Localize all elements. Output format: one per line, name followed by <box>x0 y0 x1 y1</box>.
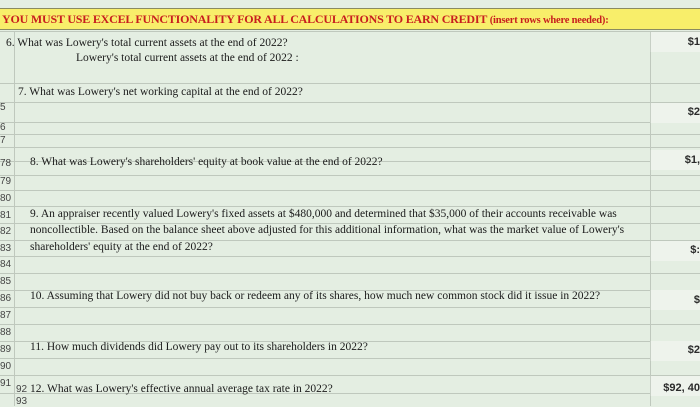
grid-line <box>0 83 700 84</box>
answer-8[interactable]: $1, <box>684 154 700 166</box>
row-number: 83 <box>0 243 12 254</box>
grid-line <box>0 190 700 191</box>
banner-main: YOU MUST USE EXCEL FUNCTIONALITY FOR ALL CALCULATIONS TO EARN CREDIT <box>2 12 487 26</box>
grid-line <box>0 307 700 308</box>
answer-12[interactable]: $92, 40 <box>663 382 700 394</box>
grid-line <box>0 102 700 103</box>
grid-line <box>0 375 700 376</box>
grid-line <box>0 134 700 135</box>
banner-text <box>2 12 609 27</box>
grid-line <box>0 206 700 207</box>
question-11: 11. How much dividends did Lowery pay out to its shareholders in 2022? <box>30 341 368 353</box>
row-number: 78 <box>0 158 12 169</box>
row-number: 85 <box>0 276 12 287</box>
row-number: 87 <box>0 310 12 321</box>
question-12: 12. What was Lowery's effective annual average tax rate in 2022? <box>30 383 333 395</box>
grid-line <box>0 358 700 359</box>
answer-6[interactable]: $1 <box>687 36 700 48</box>
grid-line <box>0 256 700 257</box>
row-number: 84 <box>0 259 12 270</box>
grid-line <box>0 175 700 176</box>
row-number: 92 <box>16 384 28 395</box>
grid-line <box>0 147 700 148</box>
question-9-line-1: 9. An appraiser recently valued Lowery's fixed assets at $480,000 and determined that $35,000 of their accounts receivable was <box>30 208 617 220</box>
row-number: 89 <box>0 344 12 355</box>
row-number: 5 <box>0 102 6 113</box>
question-8: 8. What was Lowery's shareholders' equity at book value at the end of 2022? <box>30 156 383 168</box>
answer-10[interactable]: $ <box>693 294 700 306</box>
instruction-banner <box>0 8 700 30</box>
column-divider <box>14 31 15 406</box>
grid-line <box>0 122 700 123</box>
question-10: 10. Assuming that Lowery did not buy back or redeem any of its shares, how much new common stock did it issue in 2022? <box>30 290 601 302</box>
row-number: 7 <box>0 135 6 146</box>
row-number: 86 <box>0 293 12 304</box>
grid-line <box>0 273 700 274</box>
row-number: 6 <box>0 122 6 133</box>
row-number: 88 <box>0 327 12 338</box>
question-9-line-2: noncollectible. Based on the balance sheet above adjusted for this additional information, what was the market value of Lowery's <box>30 224 625 236</box>
answer-7[interactable]: $2 <box>687 106 700 118</box>
banner-note: (insert rows where needed): <box>489 15 609 26</box>
answer-11[interactable]: $2 <box>687 344 700 356</box>
row-number: 80 <box>0 193 12 204</box>
question-6-sublabel: Lowery's total current assets at the end of 2022 : <box>76 52 299 64</box>
answer-9[interactable]: $: <box>690 244 700 256</box>
grid-line <box>0 324 700 325</box>
row-number: 81 <box>0 210 12 221</box>
grid-line <box>0 31 700 32</box>
row-number: 93 <box>16 396 28 407</box>
question-6: 6. What was Lowery's total current assets at the end of 2022? <box>6 37 288 49</box>
row-number: 90 <box>0 361 12 372</box>
question-9-line-3: shareholders' equity at the end of 2022? <box>30 241 213 253</box>
question-7: 7. What was Lowery's net working capital at the end of 2022? <box>18 86 303 98</box>
row-number: 79 <box>0 176 12 187</box>
row-number: 82 <box>0 226 12 237</box>
row-number: 91 <box>0 378 12 389</box>
